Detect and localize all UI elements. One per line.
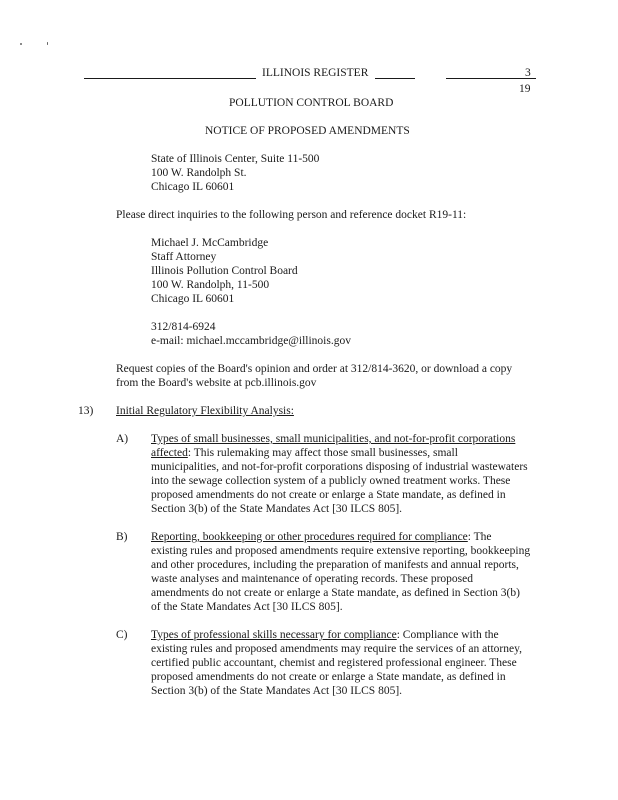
section-heading: Initial Regulatory Flexibility Analysis:	[116, 405, 294, 417]
item-marker: B)	[116, 531, 128, 543]
item-heading: Types of professional skills necessary for compliance	[151, 629, 397, 641]
item-marker: C)	[116, 629, 128, 641]
address-line: Chicago IL 60601	[151, 181, 235, 193]
notice-title: NOTICE OF PROPOSED AMENDMENTS	[205, 125, 410, 137]
issue-number: 19	[519, 83, 531, 95]
item-text: proposed amendments do not create or enlarge a State mandate, as defined in	[151, 489, 506, 501]
item-c-body	[151, 628, 522, 698]
agency-title: POLLUTION CONTROL BOARD	[229, 97, 394, 109]
item-text: Section 3(b) of the State Mandates Act [30 ILCS 805].	[151, 503, 403, 515]
contact-city: Chicago IL 60601	[151, 293, 235, 305]
item-marker: A)	[116, 433, 129, 445]
contact-name: Michael J. McCambridge	[151, 237, 269, 249]
header-rule-right	[446, 78, 536, 79]
item-text: into the sewage collection system of a publicly owned treatment works. These	[151, 475, 511, 487]
request-copies-line: from the Board's website at pcb.illinois.gov	[116, 377, 317, 389]
item-text: certified public accountant, chemist and registered professional engineer. These	[151, 657, 517, 669]
address-line: 100 W. Randolph St.	[151, 167, 247, 179]
item-text: of the State Mandates Act [30 ILCS 805].	[151, 601, 343, 613]
item-heading: Reporting, bookkeeping or other procedures required for compliance	[151, 531, 468, 543]
item-text: and other procedures, including the preparation of manifests and annual reports,	[151, 559, 519, 571]
item-heading-cont: affected	[151, 447, 188, 459]
item-b-body	[151, 530, 530, 614]
section-number: 13)	[78, 405, 94, 417]
item-text: existing rules and proposed amendments require extensive reporting, bookkeeping	[151, 545, 531, 557]
request-copies-line: Request copies of the Board's opinion and order at 312/814-3620, or download a copy	[116, 363, 513, 375]
item-text: : The	[467, 531, 492, 543]
address-block	[151, 152, 319, 194]
item-a-body	[151, 432, 528, 516]
contact-street: 100 W. Randolph, 11-500	[151, 279, 270, 291]
item-text: : This rulemaking may affect those small businesses, small	[187, 447, 458, 459]
header-rule-left	[84, 78, 256, 79]
request-copies-paragraph	[116, 362, 512, 390]
item-text: Section 3(b) of the State Mandates Act [30 ILCS 805].	[151, 685, 403, 697]
contact-email[interactable]: e-mail: michael.mccambridge@illinois.gov	[151, 335, 351, 347]
address-line: State of Illinois Center, Suite 11-500	[151, 153, 320, 165]
item-text: proposed amendments do not create or enlarge a State mandate, as defined in	[151, 671, 506, 683]
item-text: waste analyses and maintenance of operating records. These proposed	[151, 573, 473, 585]
item-text: : Compliance with the	[396, 629, 499, 641]
item-text: amendments do not create or enlarge a State mandate, as defined in Section 3(b)	[151, 587, 520, 599]
contact-details	[151, 320, 351, 348]
item-heading: Types of small businesses, small municipalities, and not-for-profit corporations	[151, 433, 516, 445]
scan-speck	[47, 42, 48, 45]
header-rule-mid	[375, 78, 415, 79]
item-text: municipalities, and not-for-profit corporations disposing of industrial wastewaters	[151, 461, 528, 473]
page-number: 3	[525, 67, 531, 79]
register-title: ILLINOIS REGISTER	[262, 67, 369, 79]
inquiries-line: Please direct inquiries to the following person and reference docket R19-11:	[116, 209, 467, 221]
contact-block	[151, 236, 298, 306]
contact-org: Illinois Pollution Control Board	[151, 265, 298, 277]
scan-speck	[20, 43, 22, 45]
contact-phone: 312/814-6924	[151, 321, 216, 333]
item-text: existing rules and proposed amendments may require the services of an attorney,	[151, 643, 522, 655]
contact-title: Staff Attorney	[151, 251, 217, 263]
